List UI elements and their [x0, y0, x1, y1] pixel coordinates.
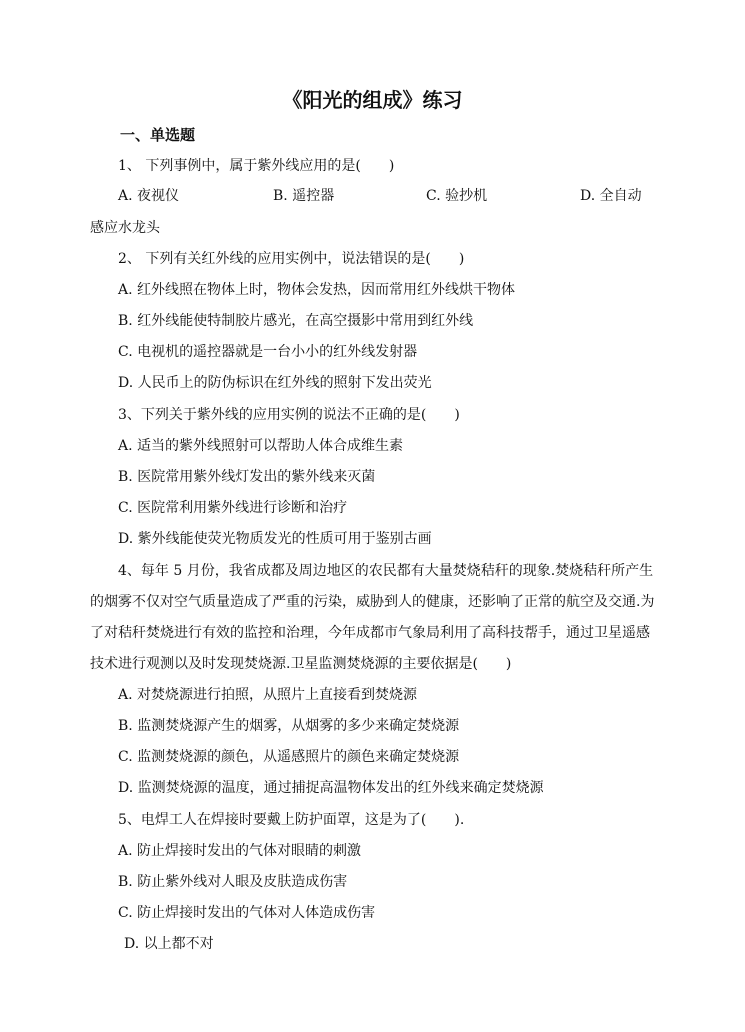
question-5-option-b: B. 防止紫外线对人眼及皮肤造成伤害: [118, 874, 348, 890]
question-2-option-d: D. 人民币上的防伪标识在红外线的照射下发出荧光: [118, 375, 432, 391]
section-heading: 一、单选题: [120, 126, 196, 144]
question-3-stem: 3、下列关于紫外线的应用实例的说法不正确的是( ): [118, 407, 460, 423]
question-4-stem-line-1: 4、每年 5 月份，我省成都及周边地区的农民都有大量焚烧秸秆的现象.焚烧秸秆所产生: [118, 563, 654, 579]
question-5-stem: 5、电焊工人在焊接时要戴上防护面罩，这是为了( ).: [118, 812, 465, 828]
question-2-option-a: A. 红外线照在物体上时，物体会发热，因而常用红外线烘干物体: [118, 282, 516, 298]
question-4-stem-line-2: 的烟雾不仅对空气质量造成了严重的污染，威胁到人的健康，还影响了正常的航空及交通.为: [90, 594, 655, 610]
question-1-option-d: D. 全自动: [580, 188, 642, 204]
question-4-stem-line-3: 了对秸秆焚烧进行有效的监控和治理，今年成都市气象局利用了高科技帮手，通过卫星遥感: [90, 625, 650, 641]
question-3-option-c: C. 医院常利用紫外线进行诊断和治疗: [118, 500, 348, 516]
question-3-option-d: D. 紫外线能使荧光物质发光的性质可用于鉴别古画: [118, 531, 432, 547]
question-2-stem: 2、 下列有关红外线的应用实例中，说法错误的是( ): [118, 251, 465, 267]
question-2-option-c: C. 电视机的遥控器就是一台小小的红外线发射器: [118, 344, 418, 360]
question-3-option-b: B. 医院常用紫外线灯发出的紫外线来灭菌: [118, 469, 376, 485]
question-4-option-c: C. 监测焚烧源的颜色，从遥感照片的颜色来确定焚烧源: [118, 749, 460, 765]
question-5-option-a: A. 防止焊接时发出的气体对眼睛的刺激: [118, 843, 362, 859]
question-5-option-c: C. 防止焊接时发出的气体对人体造成伤害: [118, 905, 376, 921]
question-4-stem-line-4: 技术进行观测以及时发现焚烧源.卫星监测焚烧源的主要依据是( ): [90, 656, 512, 672]
page-title: 《阳光的组成》练习: [282, 88, 463, 112]
question-1-stem: 1、 下列事例中，属于紫外线应用的是( ): [118, 158, 395, 174]
question-1-option-c: C. 验抄机: [426, 188, 488, 204]
question-4-option-d: D. 监测焚烧源的温度，通过捕捉高温物体发出的红外线来确定焚烧源: [118, 780, 544, 796]
question-4-option-b: B. 监测焚烧源产生的烟雾，从烟雾的多少来确定焚烧源: [118, 718, 460, 734]
question-1-option-a: A. 夜视仪: [118, 188, 180, 204]
question-1-option-b: B. 遥控器: [273, 188, 335, 204]
question-1-option-d-continued: 感应水龙头: [90, 220, 160, 236]
question-4-option-a: A. 对焚烧源进行拍照，从照片上直接看到焚烧源: [118, 687, 418, 703]
question-5-option-d: D. 以上都不对: [124, 936, 214, 952]
question-3-option-a: A. 适当的紫外线照射可以帮助人体合成维生素: [118, 438, 404, 454]
question-2-option-b: B. 红外线能使特制胶片感光，在高空摄影中常用到红外线: [118, 313, 474, 329]
